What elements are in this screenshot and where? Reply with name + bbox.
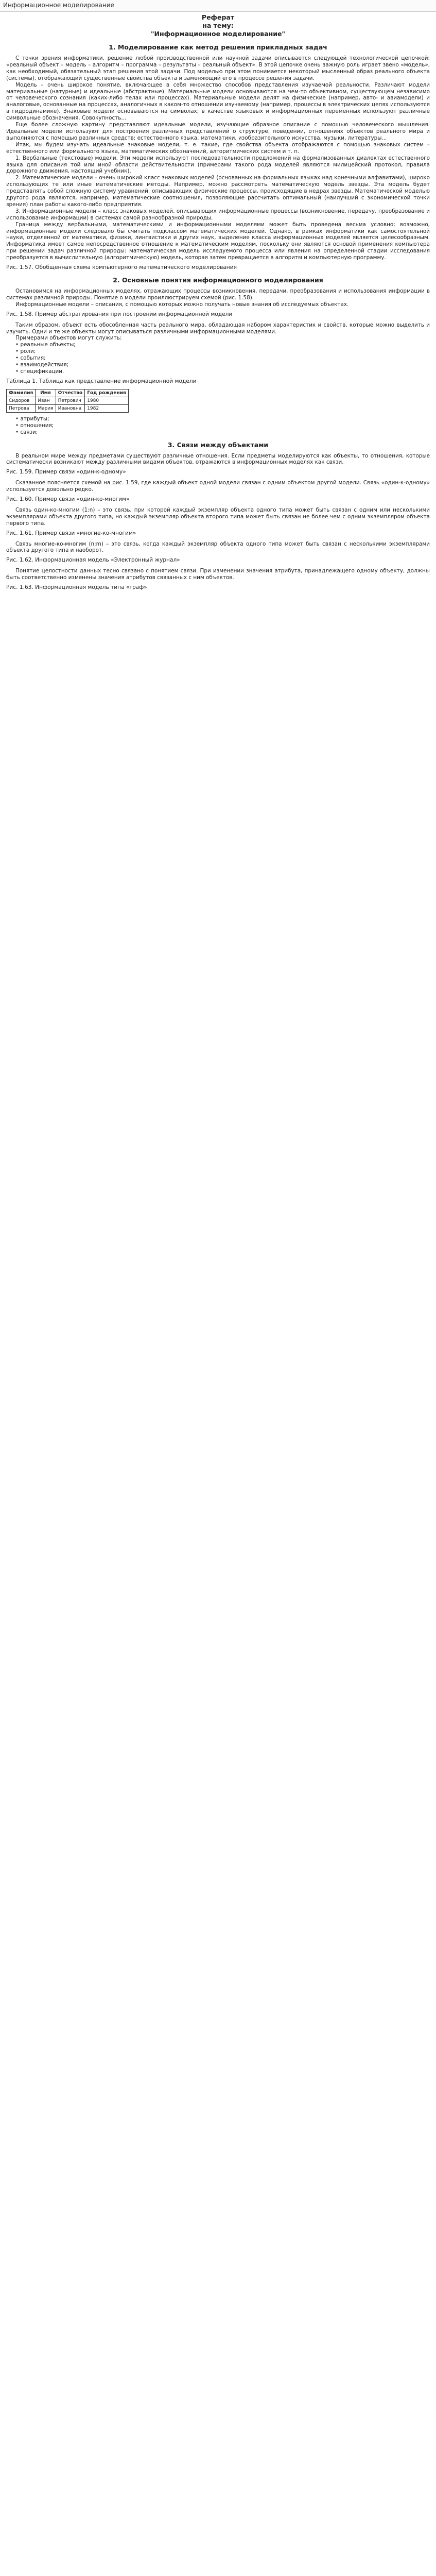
paragraph: Итак, мы будем изучать идеальные знаковые модели, т. е. такие, где свойства объекта отображаются с помощью знаковых систем – естественного или формального языка, математических обозначений, алгоритмических систем и т. п. xyxy=(6,141,430,155)
table-cell: 1980 xyxy=(85,397,129,404)
table-row xyxy=(7,404,129,412)
list-item: • реальные объекты; xyxy=(0,342,436,348)
object-examples-list xyxy=(0,342,436,375)
figure-caption: Рис. 1.59. Пример связи «один-к-одному» xyxy=(6,469,126,476)
list-item: • атрибуты; xyxy=(0,416,436,422)
paragraph: Сказанное поясняется схемой на рис. 1.59, где каждый объект одной модели связан с одним объектом другой модели. Связь «один-к-одному» используется довольно редко. xyxy=(6,480,430,493)
figure-caption: Рис. 1.61. Пример связи «многие-ко-многим» xyxy=(6,530,136,536)
paragraph: Модель – очень широкое понятие, включающее в себя множество способов представления изучаемой реальности. Различают модели материальные (натурные) и идеальные (абстрактные). Материальные модели основываются на чем-то объективном, существующем независимо от человеческого сознания (каких-либо телах или процессах). Материальные модели делят на физические (например, авто- и авиамодели) и аналоговые, основанные на процессах, аналогичных в каком-то отношении изучаемому (например, процессы в электрических цепях используются в гидродинамике). Знаковые модели основываются на символах; в качестве языковых и информационных переменных используют различные символьные обозначения. Совокупность... xyxy=(6,81,430,122)
paragraph: С точки зрения информатики, решение любой производственной или научной задачи описывается следующей технологической цепочкой: «реальный объект – модель – алгоритм – программа – результаты – реальный объект». В этой цепочке очень важную роль играет звено «модель», как необходимый, обязательный этап решения этой задачи. Под моделью при этом понимается некоторый мысленный образ реального объекта (системы), отображающий существенные свойства объекта и заменяющий его в процессе решения задачи. xyxy=(6,55,430,81)
doc-topic: "Информационное моделирование" xyxy=(150,30,286,38)
paragraph: 2. Математические модели – очень широкий класс знаковых моделей (основанных на формальных языках над конечными алфавитами), широко использующих те или иные математические методы. Например, можно рассмотреть математическую модель звезды. Эта модель будет представлять собой сложную систему уравнений, описывающих физические процессы, происходящие в недрах звезды. Математической моделью другого рода являются, например, математические соотношения, позволяющие рассчитать оптимальный (наилучший с экономической точки зрения) план работы какого-либо предприятия. xyxy=(6,175,430,208)
figure-caption: Рис. 1.63. Информационная модель типа «граф» xyxy=(6,584,147,591)
paragraph: 1. Вербальные (текстовые) модели. Эти модели используют последовательности предложений на формализованных диалектах естественного языка для описания той или иной области действительности (примерами такого рода моделей являются милицейский протокол, правила дорожного движения, настоящий учебник). xyxy=(6,155,430,175)
list-item: • роли; xyxy=(0,348,436,355)
figure-caption: Рис. 1.58. Пример абстрагирования при построении информационной модели xyxy=(6,311,233,317)
table-cell: Ивановна xyxy=(56,404,85,412)
table-cell: Мария xyxy=(36,404,56,412)
paragraph: Остановимся на информационных моделях, отражающих процессы возникновения, передачи, преобразования и использования информации в системах различной природы. Понятие о модели проиллюстрируем схемой (рис. 1.58). xyxy=(6,288,430,301)
paragraph: Еще более сложную картину представляют идеальные модели, изучающие образное описание с помощью человеческого мышления. Идеальные модели используют для построения различных представлений о структуре, поведении, отношениях объектов реального мира и выполняются с помощью различных средств: естественного языка, математики, изобразительного искусства, музыки, литературы... xyxy=(6,122,430,141)
table-header-cell: Отчество xyxy=(56,389,85,397)
table-cell: Сидоров xyxy=(7,397,36,404)
figure-caption: Рис. 1.62. Информационная модель «Электронный журнал» xyxy=(6,557,180,564)
paragraph: Связь один-ко-многим (1:n) – это связь, при которой каждый экземпляр объекта одного типа может быть связан с одним или несколькими экземплярами объекта другого типа, но каждый экземпляр объекта второго типа может быть связан не более чем с одним экземпляром объекта первого типа. xyxy=(6,506,430,527)
tab-title[interactable]: Информационное моделирование xyxy=(3,2,114,9)
document-page xyxy=(0,13,436,595)
section-1-heading: 1. Моделирование как метод решения прикладных задач xyxy=(109,43,327,51)
table-cell: Петрович xyxy=(56,397,85,404)
table-header-row xyxy=(7,389,129,397)
table-header-cell: Год рождения xyxy=(85,389,129,397)
doc-kind: Реферат xyxy=(201,13,235,21)
paragraph: Понятие целостности данных тесно связано с понятием связи. При изменении значения атрибута, принадлежащего одному объекту, должны быть соответственно изменены значения атрибутов связанных с ним объектов. xyxy=(6,568,430,581)
paragraph: Информационные модели – описания, с помощью которых можно получать новые знания об исследуемых объектах. xyxy=(15,301,349,308)
paragraph: 3. Информационные модели – класс знаковых моделей, описывающих информационные процессы (возникновение, передачу, преобразование и использование информации) в системах самой разнообразной природы. xyxy=(6,208,430,221)
info-model-table xyxy=(6,389,129,413)
table-header-cell: Имя xyxy=(36,389,56,397)
table-row xyxy=(7,397,129,404)
table-caption: Таблица 1. Таблица как представление информационной модели xyxy=(6,378,197,384)
section-2-heading: 2. Основные понятия информационного моделирования xyxy=(113,276,323,284)
paragraph: Граница между вербальными, математическими и информационными моделями может быть проведена весьма условно; возможно, информационные модели следовало бы считать подклассом математических моделей. Однако, в рамках информатики как самостоятельной науки, отделенной от математики, физики, лингвистики и других наук, выделение класса информационных моделей является целесообразным. Информатика имеет самое непосредственное отношение к математическим моделям, поскольку они являются основой применения компьютера при решении задач различной природы: математическая модель исследуемого процесса или явления на определенной стадии исследования преобразуется в вычислительную (алгоритмическую) модель, которая затем превращается в алгоритм и компьютерную программу. xyxy=(6,221,430,261)
browser-tab-bar xyxy=(0,0,436,12)
table-header-cell: Фамилия xyxy=(7,389,36,397)
section-3-heading: 3. Связи между объектами xyxy=(167,440,269,449)
list-item: • отношения; xyxy=(0,422,436,429)
table-cell: 1982 xyxy=(85,404,129,412)
list-item: • спецификации. xyxy=(0,368,436,375)
list-item: • связи; xyxy=(0,429,436,436)
paragraph: В реальном мире между предметами существуют различные отношения. Если предметы моделируются как объекты, то отношения, которые систематически возникают между различными видами объектов, отражаются в информационных моделях как связи. xyxy=(6,452,430,466)
list-item: • события; xyxy=(0,355,436,362)
model-elements-list xyxy=(0,416,436,436)
list-intro: Примерами объектов могут служить: xyxy=(15,335,122,342)
table-cell: Иван xyxy=(36,397,56,404)
paragraph: Связь многие-ко-многим (n:m) – это связь, когда каждый экземпляр объекта одного типа может быть связан с несколькими экземплярами объекта другого типа и наоборот. xyxy=(6,540,430,554)
table-cell: Петрова xyxy=(7,404,36,412)
figure-caption: Рис. 1.60. Пример связи «один-ко-многим» xyxy=(6,496,130,503)
doc-topic-prefix: на тему: xyxy=(202,22,234,29)
list-item: • взаимодействия; xyxy=(0,362,436,368)
paragraph: Таким образом, объект есть обособленная часть реального мира, обладающая набором характеристик и свойств, которые можно выделить и изучить. Одни и те же объекты могут описываться различными информационными моделями. xyxy=(6,321,430,335)
figure-caption: Рис. 1.57. Обобщенная схема компьютерного математического моделирования xyxy=(6,264,237,271)
